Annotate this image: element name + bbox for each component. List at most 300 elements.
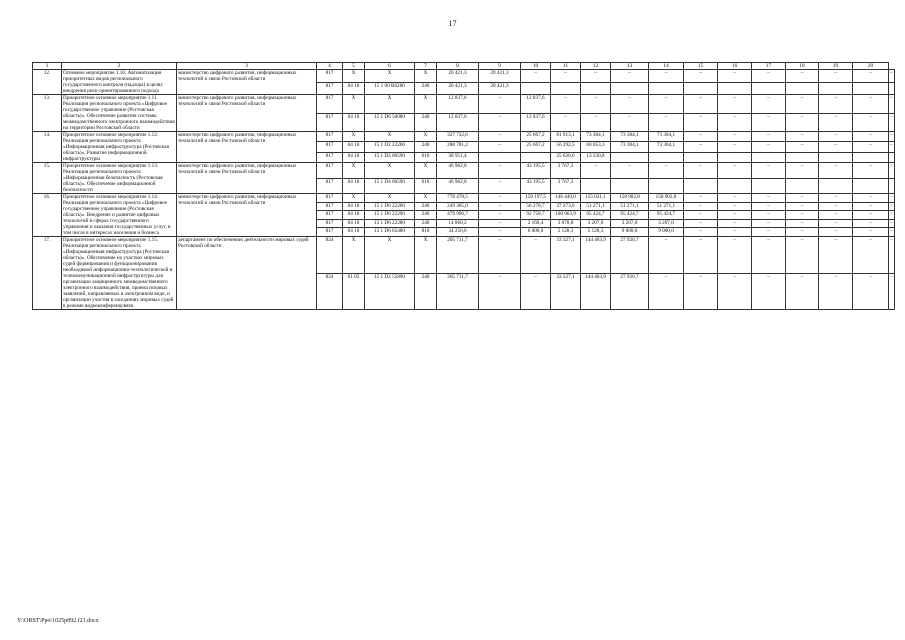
table-row [33, 132, 895, 142]
budget-cell: 817 [317, 152, 343, 162]
budget-cell: – [853, 142, 889, 152]
budget-cell: – [786, 194, 819, 203]
budget-cell: 240 [415, 219, 437, 228]
budget-cell: 15 1 D6 22290 [365, 211, 415, 220]
budget-cell: 479 996,7 [437, 211, 479, 220]
budget-cell: 46 962,8 [437, 178, 479, 194]
budget-cell: – [853, 202, 889, 211]
budget-cell: – [718, 142, 752, 152]
budget-cell: – [786, 202, 819, 211]
budget-cell: – [684, 237, 718, 274]
budget-cell: 5 128,3 [581, 228, 611, 237]
budget-cell: – [853, 132, 889, 142]
measure-name: Приоритетное основное мероприятие 1.11. Реализация регионального проекта «Цифровое государственное управление (Ростовская область)». Обеспечение развития системы межведомственного электронного взаимодействия на территории Ростовской области [63, 95, 175, 131]
budget-cell: – [752, 237, 786, 274]
budget-cell: 56 292,5 [551, 142, 581, 152]
budget-cell: 15 1 00 R0280 [365, 82, 415, 95]
budget-cell: – [819, 237, 853, 274]
budget-cell: 12 837,6 [437, 113, 479, 132]
column-number: 9 [479, 63, 521, 70]
budget-cell: – [684, 163, 718, 179]
budget-cell: – [786, 163, 819, 179]
budget-cell [521, 152, 551, 162]
budget-cell: 817 [317, 163, 343, 179]
budget-cell: 12 837,6 [521, 113, 551, 132]
document-file-path: Y:\ORST\Ppo\1025p892.f21.docx [17, 618, 99, 624]
budget-cell: X [415, 132, 437, 142]
budget-cell: – [889, 211, 895, 220]
budget-cell: – [752, 70, 786, 83]
budget-cell: – [853, 70, 889, 83]
budget-cell: – [581, 163, 611, 179]
budget-cell: 3 078,8 [551, 219, 581, 228]
budget-cell: – [479, 132, 521, 142]
budget-cell: – [581, 113, 611, 132]
budget-cell: – [819, 70, 853, 83]
budget-cell: 817 [317, 178, 343, 194]
budget-cell: 60 053,3 [581, 142, 611, 152]
budget-cell [752, 82, 786, 95]
budget-cell: 73 384,1 [611, 132, 649, 142]
budget-cell: 5 128,3 [551, 228, 581, 237]
column-number: 12 [581, 63, 611, 70]
budget-cell: – [649, 113, 684, 132]
budget-cell [853, 178, 889, 194]
budget-cell: – [889, 163, 895, 179]
budget-cell: X [365, 132, 415, 142]
budget-cell: X [415, 194, 437, 203]
budget-cell: – [479, 202, 521, 211]
column-number: 4 [317, 63, 343, 70]
budget-cell: – [684, 142, 718, 152]
budget-cell: – [819, 211, 853, 220]
budget-cell: – [718, 132, 752, 142]
budget-cell: 73 384,1 [611, 142, 649, 152]
budget-cell: 778 478,5 [437, 194, 479, 203]
budget-cell: 92 758,7 [521, 211, 551, 220]
budget-cell: 240 [415, 273, 437, 310]
column-number: 18 [786, 63, 819, 70]
budget-cell [786, 152, 819, 162]
budget-cell: – [581, 70, 611, 83]
budget-cell: – [551, 113, 581, 132]
budget-cell: 9 000,0 [611, 228, 649, 237]
table-row [33, 237, 895, 274]
budget-cell [611, 178, 649, 194]
column-number: 1 [33, 63, 62, 70]
budget-cell: – [752, 142, 786, 152]
budget-cell: 3 207,0 [581, 219, 611, 228]
budget-cell: 240 [415, 142, 437, 152]
table-row [33, 194, 895, 203]
budget-cell: 240 [415, 211, 437, 220]
budget-cell: 15 1 D2 22260 [365, 142, 415, 152]
budget-cell: 205 711,7 [437, 237, 479, 274]
budget-cell: – [649, 273, 684, 310]
column-number: 16 [718, 63, 752, 70]
budget-cell: 04 10 [343, 228, 365, 237]
budget-cell: 51 271,1 [649, 202, 684, 211]
budget-cell: 9 000,0 [649, 228, 684, 237]
budget-cell: – [819, 228, 853, 237]
budget-cell: – [819, 219, 853, 228]
budget-cell: 13 330,8 [581, 152, 611, 162]
executor-name: министерство цифрового развития, информационных технологий и связи Ростовской области [177, 163, 317, 194]
budget-cell: 824 [317, 237, 343, 274]
budget-cell [611, 152, 649, 162]
budget-cell: – [479, 211, 521, 220]
budget-cell [649, 152, 684, 162]
budget-cell [819, 82, 853, 95]
budget-cell: – [718, 113, 752, 132]
budget-cell: – [718, 194, 752, 203]
budget-cell: – [479, 194, 521, 203]
budget-cell: – [889, 228, 895, 237]
budget-cell: 04 10 [343, 211, 365, 220]
budget-cell: 14 860,2 [437, 219, 479, 228]
table-row [33, 95, 895, 114]
budget-cell: X [365, 95, 415, 114]
budget-cell: – [479, 228, 521, 237]
budget-cell: – [718, 237, 752, 274]
budget-cell: 6 000,0 [521, 228, 551, 237]
budget-cell: 158 902,8 [649, 194, 684, 203]
budget-cell [684, 152, 718, 162]
table-row [33, 70, 895, 83]
budget-cell: 12 837,6 [437, 95, 479, 114]
budget-cell: X [343, 237, 365, 274]
budget-cell: 46 962,8 [437, 163, 479, 179]
budget-cell: – [684, 113, 718, 132]
budget-cell: X [343, 194, 365, 203]
budget-cell [684, 178, 718, 194]
budget-cell: – [752, 194, 786, 203]
budget-cell: 51 271,1 [611, 202, 649, 211]
budget-cell: – [853, 95, 889, 114]
column-number: 3 [177, 63, 317, 70]
row-number: 15. [33, 163, 62, 194]
budget-cell: 15 1 D6 50080 [365, 113, 415, 132]
budget-cell: – [684, 211, 718, 220]
budget-cell: – [786, 95, 819, 114]
budget-cell: 288 781,2 [437, 142, 479, 152]
budget-cell: 610 [415, 178, 437, 194]
column-number: 5 [343, 63, 365, 70]
budget-cell: – [819, 194, 853, 203]
budget-cell: – [853, 113, 889, 132]
budget-cell: X [365, 237, 415, 274]
budget-cell: X [365, 163, 415, 179]
column-number: 14 [649, 63, 684, 70]
row-number: 12. [33, 70, 62, 95]
budget-cell [718, 178, 752, 194]
budget-cell: 04 10 [343, 219, 365, 228]
budget-cell [819, 152, 853, 162]
budget-cell: – [853, 194, 889, 203]
budget-cell: – [684, 70, 718, 83]
budget-cell: – [611, 113, 649, 132]
budget-cell: 817 [317, 194, 343, 203]
budget-cell: – [521, 70, 551, 83]
budget-cell: – [819, 163, 853, 179]
budget-cell: – [611, 95, 649, 114]
budget-cell: – [718, 70, 752, 83]
measure-name: Основное мероприятие 1.10. Автоматизация приоритетных видов регионального государственного контроля (надзора) в целях внедрения риск-ориентированного подхода [62, 70, 177, 95]
budget-cell: 20 421,3 [479, 70, 521, 83]
budget-cell: 3 207,0 [649, 219, 684, 228]
budget-cell: – [718, 202, 752, 211]
budget-cell: – [752, 202, 786, 211]
budget-cell: – [649, 237, 684, 274]
budget-cell: 144 463,9 [581, 237, 611, 274]
budget-cell: – [889, 237, 895, 274]
budget-cell: – [819, 132, 853, 142]
budget-cell: – [819, 202, 853, 211]
budget-cell: 15 1 D4 00590 [365, 178, 415, 194]
budget-cell [752, 152, 786, 162]
budget-cell: – [853, 219, 889, 228]
budget-cell: 100 963,9 [551, 211, 581, 220]
column-number: 11 [551, 63, 581, 70]
budget-cell: 73 384,1 [649, 142, 684, 152]
budget-cell [684, 82, 718, 95]
budget-cell: – [889, 95, 895, 114]
budget-cell: – [649, 163, 684, 179]
budget-cell: – [819, 95, 853, 114]
table-row [33, 163, 895, 179]
budget-cell: – [479, 142, 521, 152]
budget-cell: 27 920,7 [611, 237, 649, 274]
budget-cell: – [718, 95, 752, 114]
budget-cell: X [365, 194, 415, 203]
budget-cell: 159 197,5 [521, 194, 551, 203]
budget-cell: – [786, 70, 819, 83]
page-number: 17 [448, 19, 457, 28]
budget-cell: – [786, 142, 819, 152]
budget-cell: 817 [317, 211, 343, 220]
budget-cell: – [611, 70, 649, 83]
budget-cell: – [684, 132, 718, 142]
budget-cell: 3 207,0 [611, 219, 649, 228]
budget-cell: – [684, 219, 718, 228]
budget-cell [853, 152, 889, 162]
budget-cell: – [718, 273, 752, 310]
budget-cell: – [786, 211, 819, 220]
column-number-row [33, 63, 895, 70]
budget-cell: 817 [317, 132, 343, 142]
budget-cell: – [684, 194, 718, 203]
budget-cell: 146 440,0 [551, 194, 581, 203]
budget-cell: – [684, 273, 718, 310]
budget-cell: – [581, 95, 611, 114]
budget-cell: – [479, 178, 521, 194]
row-number: 17. [33, 237, 62, 310]
budget-cell: – [819, 142, 853, 152]
budget-cell: 15 1 D6 65480 [365, 228, 415, 237]
budget-cell: – [853, 211, 889, 220]
measure-name: Приоритетное основное мероприятие 1.13. Реализация регионального проекта «Информационная безопасность (Ростовская область)». Обеспечение информационной безопасности [62, 163, 177, 194]
row-number: 13. [33, 95, 62, 132]
budget-cell: – [479, 113, 521, 132]
column-number: 20 [853, 63, 889, 70]
budget-cell: – [521, 237, 551, 274]
budget-cell: X [415, 95, 437, 114]
budget-cell: 25 667,2 [521, 142, 551, 152]
budget-cell: 3 767,3 [551, 178, 581, 194]
budget-cell [853, 82, 889, 95]
budget-cell: X [415, 163, 437, 179]
budget-cell: X [343, 95, 365, 114]
budget-cell: 817 [317, 142, 343, 152]
budget-cell: 95 424,7 [581, 211, 611, 220]
budget-cell: – [479, 163, 521, 179]
executor-name: департамент по обеспечению деятельности мировых судей Ростовской области [177, 237, 317, 310]
budget-cell: 15 1 D2 55890 [365, 273, 415, 310]
budget-cell [479, 152, 521, 162]
budget-cell: 817 [317, 228, 343, 237]
budget-cell: 37 273,0 [551, 202, 581, 211]
budget-cell: 2 160,4 [521, 219, 551, 228]
budget-cell: – [684, 95, 718, 114]
column-number: 10 [521, 63, 551, 70]
budget-cell: 610 [415, 152, 437, 162]
column-number: 8 [437, 63, 479, 70]
budget-cell: – [649, 95, 684, 114]
budget-cell [551, 82, 581, 95]
budget-cell [718, 152, 752, 162]
budget-cell: 04 10 [343, 202, 365, 211]
budget-cell [581, 82, 611, 95]
budget-cell: – [479, 273, 521, 310]
budget-cell: – [718, 211, 752, 220]
budget-cell: 817 [317, 70, 343, 83]
executor-name: министерство цифрового развития, информационных технологий и связи Ростовской области [177, 194, 317, 237]
budget-cell: 56 278,7 [521, 202, 551, 211]
budget-cell: 12 837,6 [521, 95, 551, 114]
budget-cell: 25 667,2 [521, 132, 551, 142]
budget-cell: X [415, 237, 437, 274]
budget-cell [718, 82, 752, 95]
budget-cell: 04 10 [343, 82, 365, 95]
budget-cell: 25 620,6 [551, 152, 581, 162]
budget-cell: 43 195,5 [521, 178, 551, 194]
column-number: 17 [752, 63, 786, 70]
budget-cell: 824 [317, 273, 343, 310]
column-number: 15 [684, 63, 718, 70]
budget-cell: – [786, 132, 819, 142]
budget-cell: 95 424,7 [649, 211, 684, 220]
budget-cell [819, 178, 853, 194]
budget-cell: – [786, 219, 819, 228]
budget-cell: 327 732,6 [437, 132, 479, 142]
budget-cell: – [819, 113, 853, 132]
budget-cell: 810 [415, 228, 437, 237]
budget-cell: 240 [415, 82, 437, 95]
budget-cell [786, 178, 819, 194]
budget-cell: 817 [317, 95, 343, 114]
budget-cell: – [718, 163, 752, 179]
budget-cell: 20 421,3 [437, 82, 479, 95]
budget-cell: 04 10 [343, 113, 365, 132]
row-number: 14. [33, 132, 62, 163]
budget-cell: – [611, 163, 649, 179]
budget-cell: 158 902,8 [611, 194, 649, 203]
budget-cell: 34 256,6 [437, 228, 479, 237]
budget-cell [889, 178, 895, 194]
budget-cell: – [551, 70, 581, 83]
budget-cell: – [752, 95, 786, 114]
budget-cell: – [684, 202, 718, 211]
budget-cell: 33 327,1 [551, 273, 581, 310]
budget-cell: 240 [415, 202, 437, 211]
column-number: 2 [62, 63, 177, 70]
budget-cell: – [853, 273, 889, 310]
budget-cell: – [752, 132, 786, 142]
budget-cell: – [752, 113, 786, 132]
budget-cell: – [479, 95, 521, 114]
budget-cell: – [889, 194, 895, 203]
budget-cell: 15 1 D2 00590 [365, 152, 415, 162]
budget-cell [649, 178, 684, 194]
budget-cell: – [479, 219, 521, 228]
measure-name: Приоритетное основное мероприятие 1.15. Реализация регионального проекта «Информационная инфраструктура (Ростовская область)». Обеспечение на участках мировых судей формирования и функционирования необходимой информационно-технологической и телекоммуникационной инфраструктуры для организации защищенного межведомственного электронного взаимодействия, приема исковых заявлений, направляемых в электронном виде, и организации участия в заседаниях мировых судей в режиме видеоконференцсвязи [62, 237, 177, 310]
budget-cell: – [889, 132, 895, 142]
budget-cell: 33 327,1 [551, 237, 581, 274]
budget-cell: 205 711,7 [437, 273, 479, 310]
budget-cell: 81 913,1 [551, 132, 581, 142]
column-number: 7 [415, 63, 437, 70]
budget-cell: 20 421,3 [479, 82, 521, 95]
budget-cell [889, 152, 895, 162]
column-number: 19 [819, 63, 853, 70]
budget-cell: – [718, 228, 752, 237]
budget-cell: – [889, 219, 895, 228]
budget-cell: – [752, 228, 786, 237]
executor-name: министерство цифрового развития, информационных технологий и связи Ростовской области [177, 95, 317, 132]
budget-cell: – [684, 228, 718, 237]
row-number: 16. [33, 194, 62, 237]
budget-cell: 51 271,1 [581, 202, 611, 211]
budget-cell: 3 767,3 [551, 163, 581, 179]
measure-name: Приоритетное основное мероприятие 1.14. Реализация регионального проекта «Цифровое государственное управление (Ростовская область)». Внедрение и развитие цифровых технологий в сферах государственного управления и оказания государственных услуг, в том числе в интересах населения и бизнеса [62, 194, 177, 237]
budget-cell: X [365, 70, 415, 83]
budget-cell: 817 [317, 202, 343, 211]
budget-cell: – [853, 163, 889, 179]
budget-cell: 95 424,7 [611, 211, 649, 220]
budget-cell: X [415, 70, 437, 83]
budget-cell [752, 178, 786, 194]
budget-cell: – [649, 70, 684, 83]
budget-cell: – [889, 113, 895, 132]
budget-cell: X [343, 132, 365, 142]
budget-cell: 155 031,1 [581, 194, 611, 203]
budget-cell: – [786, 228, 819, 237]
budget-cell: – [786, 237, 819, 274]
budget-cell: 38 951,4 [437, 152, 479, 162]
budget-cell: – [819, 273, 853, 310]
budget-cell [786, 82, 819, 95]
budget-cell: 73 384,1 [649, 132, 684, 142]
budget-cell: 15 1 D6 22260 [365, 202, 415, 211]
budget-cell: – [479, 237, 521, 274]
budget-cell: 73 384,1 [581, 132, 611, 142]
budget-cell [649, 82, 684, 95]
executor-name: министерство цифрового развития, информационных технологий и связи Ростовской области [177, 70, 317, 95]
budget-cell: 817 [317, 113, 343, 132]
budget-cell: – [786, 113, 819, 132]
budget-cell: 817 [317, 219, 343, 228]
budget-cell [611, 82, 649, 95]
